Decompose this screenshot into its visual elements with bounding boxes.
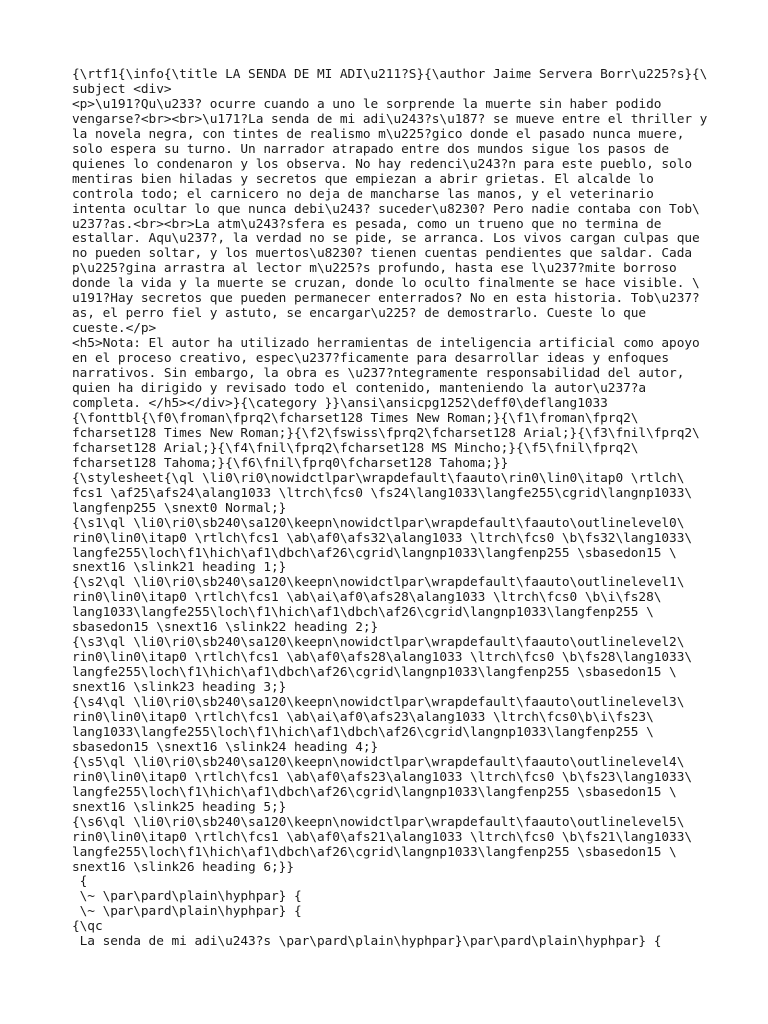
text-line: la novela negra, con tintes de realismo m\u225?gico donde el pasado nunca muere, — [72, 126, 685, 142]
text-line: subject <div> — [72, 81, 172, 97]
text-line: narrativos. Sin embargo, la obra es \u237?ntegramente responsabilidad del autor, — [72, 366, 685, 382]
text-line: quien ha dirigido y revisado todo el contenido, manteniendo la autor\u237?a — [72, 381, 647, 397]
text-line: {\stylesheet{\ql \li0\ri0\nowidctlpar\wrapdefault\faauto\rin0\lin0\itap0 \rtlch\ — [72, 470, 685, 486]
text-line: no pueden soltar, y los muertos\u8230? tienen cuentas pendientes que saldar. Cada — [72, 246, 693, 262]
text-line: lang1033\langfe255\loch\f1\hich\af1\dbch\af26\cgrid\langnp1033\langfenp255 \ — [72, 724, 654, 740]
text-line: sbasedon15 \snext16 \slink24 heading 4;} — [72, 739, 379, 755]
text-line: fcharset128 Tahoma;}{\f6\fnil\fprq0\fcharset128 Tahoma;}} — [72, 455, 509, 471]
text-line: langfe255\loch\f1\hich\af1\dbch\af26\cgrid\langnp1033\langfenp255 \sbasedon15 \ — [72, 784, 677, 800]
text-line: snext16 \slink26 heading 6;}} — [72, 859, 294, 875]
text-line: rin0\lin0\itap0 \rtlch\fcs1 \ab\ai\af0\afs23\alang1033 \ltrch\fcs0\b\i\fs23\ — [72, 709, 654, 725]
text-line: {\s1\ql \li0\ri0\sb240\sa120\keepn\nowidctlpar\wrapdefault\faauto\outlinelevel0\ — [72, 515, 685, 531]
text-line: \~ \par\pard\plain\hyphpar} { — [72, 889, 302, 905]
text-line: intenta ocultar lo que nunca debi\u243? suceder\u8230? Pero nadie contaba con Tob\ — [72, 201, 700, 217]
text-line: rin0\lin0\itap0 \rtlch\fcs1 \ab\ai\af0\afs28\alang1033 \ltrch\fcs0 \b\i\fs28\ — [72, 590, 662, 606]
text-line: sbasedon15 \snext16 \slink22 heading 2;} — [72, 620, 379, 636]
text-line: cueste.</p> — [72, 321, 157, 337]
text-line: fcharset128 Times New Roman;}{\f2\fswiss\fprq2\fcharset128 Arial;}{\f3\fnil\fprq2\ — [72, 425, 700, 441]
text-line: controla todo; el carnicero no deja de mancharse las manos, y el veterinario — [72, 186, 654, 202]
text-line: {\s3\ql \li0\ri0\sb240\sa120\keepn\nowidctlpar\wrapdefault\faauto\outlinelevel2\ — [72, 635, 685, 651]
text-line: {\s2\ql \li0\ri0\sb240\sa120\keepn\nowidctlpar\wrapdefault\faauto\outlinelevel1\ — [72, 575, 685, 591]
text-line: {\qc — [72, 919, 103, 935]
text-line: langfe255\loch\f1\hich\af1\dbch\af26\cgrid\langnp1033\langfenp255 \sbasedon15 \ — [72, 665, 677, 681]
rtf-source-text — [72, 68, 768, 950]
text-line: langfenp255 \snext0 Normal;} — [72, 500, 287, 516]
text-line: quienes lo condenaron y los observa. No hay redenci\u243?n para este pueblo, solo — [72, 156, 693, 172]
text-line: langfe255\loch\f1\hich\af1\dbch\af26\cgrid\langnp1033\langfenp255 \sbasedon15 \ — [72, 844, 677, 860]
text-line: <h5>Nota: El autor ha utilizado herramientas de inteligencia artificial como apoyo — [72, 336, 700, 352]
text-line: fcs1 \af25\afs24\alang1033 \ltrch\fcs0 \fs24\lang1033\langfe255\cgrid\langnp1033\ — [72, 485, 693, 501]
text-line: {\s6\ql \li0\ri0\sb240\sa120\keepn\nowidctlpar\wrapdefault\faauto\outlinelevel5\ — [72, 814, 685, 830]
text-line: La senda de mi adi\u243?s \par\pard\plain\hyphpar}\par\pard\plain\hyphpar} { — [72, 934, 662, 950]
text-line: as, el perro fiel y astuto, se encargar\u225? de demostrarlo. Cueste lo que — [72, 306, 647, 322]
text-line: {\fonttbl{\f0\froman\fprq2\fcharset128 Times New Roman;}{\f1\froman\fprq2\ — [72, 410, 639, 426]
text-line: estallar. Aqu\u237?, la verdad no se pide, se arranca. Los vivos cargan culpas que — [72, 231, 700, 247]
text-line: completa. </h5></div>}{\category }}\ansi\ansicpg1252\deff0\deflang1033 — [72, 395, 608, 411]
text-line: { — [72, 874, 88, 890]
text-line: rin0\lin0\itap0 \rtlch\fcs1 \ab\af0\afs28\alang1033 \ltrch\fcs0 \b\fs28\lang1033\ — [72, 650, 693, 666]
text-line: en el proceso creativo, espec\u237?ficamente para desarrollar ideas y enfoques — [72, 351, 670, 367]
text-line: p\u225?gina arrastra al lector m\u225?s profundo, hasta ese l\u237?mite borroso — [72, 261, 677, 277]
text-line: {\s4\ql \li0\ri0\sb240\sa120\keepn\nowidctlpar\wrapdefault\faauto\outlinelevel3\ — [72, 695, 685, 711]
text-line: lang1033\langfe255\loch\f1\hich\af1\dbch\af26\cgrid\langnp1033\langfenp255 \ — [72, 605, 654, 621]
text-line: fcharset128 Arial;}{\f4\fnil\fprq2\fcharset128 MS Mincho;}{\f5\fnil\fprq2\ — [72, 440, 639, 456]
text-line: solo espera su turno. Un narrador atrapado entre dos mundos sigue los pasos de — [72, 141, 670, 157]
text-line: donde la vida y la muerte se cruzan, donde lo oculto finalmente se hace visible. \ — [72, 276, 700, 292]
text-line: <p>\u191?Qu\u233? ocurre cuando a uno le sorprende la muerte sin haber podido — [72, 96, 662, 112]
text-line: \~ \par\pard\plain\hyphpar} { — [72, 904, 302, 920]
text-line: u191?Hay secretos que pueden permanecer enterrados? No en esta historia. Tob\u237? — [72, 291, 700, 307]
text-line: u237?as.<br><br>La atm\u243?sfera es pesada, como un trueno que no termina de — [72, 216, 662, 232]
text-line: rin0\lin0\itap0 \rtlch\fcs1 \ab\af0\afs32\alang1033 \ltrch\fcs0 \b\fs32\lang1033\ — [72, 530, 693, 546]
text-line: snext16 \slink25 heading 5;} — [72, 799, 287, 815]
text-line: {\s5\ql \li0\ri0\sb240\sa120\keepn\nowidctlpar\wrapdefault\faauto\outlinelevel4\ — [72, 754, 685, 770]
text-line: {\rtf1{\info{\title LA SENDA DE MI ADI\u211?S}{\author Jaime Servera Borr\u225?s}{\ — [72, 67, 708, 82]
text-line: snext16 \slink21 heading 1;} — [72, 560, 287, 576]
text-line: rin0\lin0\itap0 \rtlch\fcs1 \ab\af0\afs21\alang1033 \ltrch\fcs0 \b\fs21\lang1033\ — [72, 829, 693, 845]
text-line: langfe255\loch\f1\hich\af1\dbch\af26\cgrid\langnp1033\langfenp255 \sbasedon15 \ — [72, 545, 677, 561]
text-line: vengarse?<br><br>\u171?La senda de mi adi\u243?s\u187? se mueve entre el thriller y — [72, 111, 708, 127]
text-line: snext16 \slink23 heading 3;} — [72, 680, 287, 696]
text-line: mentiras bien hiladas y secretos que empiezan a abrir grietas. El alcalde lo — [72, 171, 654, 187]
text-line: rin0\lin0\itap0 \rtlch\fcs1 \ab\af0\afs23\alang1033 \ltrch\fcs0 \b\fs23\lang1033\ — [72, 769, 693, 785]
